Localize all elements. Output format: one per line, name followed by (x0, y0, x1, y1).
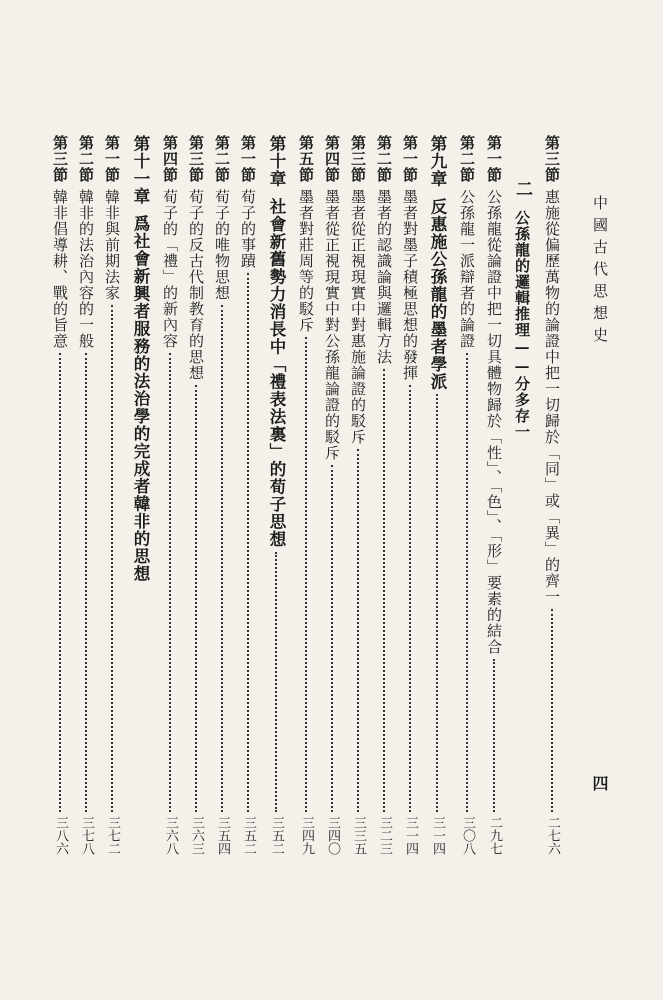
entry-head: 第九章 (428, 135, 447, 188)
entry-title: 社會新舊勢力消長中「禮表法裏」的荀子思想 (267, 197, 286, 548)
dot-leader (493, 659, 495, 812)
toc-entry-section (455, 135, 479, 855)
dot-leader (357, 449, 359, 812)
entry-title: 公孫龍的邏輯推理——分多存一 (513, 210, 531, 440)
entry-head: 第二節 (375, 135, 393, 183)
dot-leader (409, 385, 411, 812)
toc-entry-section (74, 135, 98, 855)
entry-page-number: 三三五 (351, 816, 366, 855)
entry-title: 墨者的認識論與邏輯方法 (375, 189, 393, 365)
toc-entry-chapter (264, 135, 288, 855)
entry-head: 第一節 (401, 135, 419, 183)
entry-head: 第二節 (458, 135, 476, 183)
entry-head: 二 (512, 180, 532, 198)
entry-head: 第一節 (239, 135, 257, 183)
entry-head: 第二節 (213, 135, 231, 183)
page-number: 四 (590, 775, 609, 791)
toc-entry-section (320, 135, 344, 855)
dot-leader (275, 552, 277, 813)
entry-head: 第四節 (323, 135, 341, 183)
toc-entry-subhead (510, 180, 534, 440)
toc-entry-section (372, 135, 396, 855)
entry-title: 墨者從正視現實中對公孫龍論證的駁斥 (323, 189, 341, 461)
entry-page-number: 三四〇 (325, 816, 340, 855)
entry-title: 荀子的唯物思想 (213, 189, 231, 301)
toc-entry-section (158, 135, 182, 855)
entry-page-number: 三一四 (430, 816, 445, 855)
dot-leader (169, 353, 171, 812)
dot-leader (247, 273, 249, 812)
toc-entry-section (346, 135, 370, 855)
entry-page-number: 三〇八 (460, 816, 475, 855)
toc-entry-section (184, 135, 208, 855)
entry-title: 荀子的「禮」的新內容 (161, 189, 179, 349)
entry-page-number: 三四九 (299, 816, 314, 855)
entry-page-number: 二九七 (487, 816, 502, 855)
dot-leader (466, 353, 468, 812)
entry-head: 第十章 (267, 135, 286, 188)
toc-entry-section (210, 135, 234, 855)
dot-leader (59, 353, 61, 812)
entry-title: 惠施從偏歷萬物的論證中把一切歸於「同」或「異」的齊一 (543, 189, 561, 605)
entry-head: 第一節 (103, 135, 121, 183)
entry-head: 第二節 (77, 135, 95, 183)
dot-leader (436, 394, 438, 812)
entry-head: 第十一章 (131, 135, 150, 205)
dot-leader (551, 609, 553, 812)
entry-title: 墨者從正視現實中對惠施論證的駁斥 (349, 189, 367, 445)
entry-title: 荀子的反古代制教育的思想 (187, 189, 205, 381)
entry-title: 韓非與前期法家 (103, 189, 121, 301)
entry-head: 第三節 (187, 135, 205, 183)
entry-head: 第四節 (161, 135, 179, 183)
dot-leader (85, 353, 87, 812)
toc-entry-section (398, 135, 422, 855)
entry-head: 第三節 (543, 135, 561, 183)
toc-entry-section (48, 135, 72, 855)
running-head-book-title: 中國古代思想史 (591, 195, 609, 349)
dot-leader (383, 369, 385, 812)
entry-title: 韓非的法治內容的一般 (77, 189, 95, 349)
entry-page-number: 三六八 (163, 816, 178, 855)
entry-page-number: 三八六 (53, 816, 68, 855)
entry-page-number: 二七六 (545, 816, 560, 855)
entry-title: 反惠施公孫龍的墨者學派 (428, 197, 447, 390)
entry-page-number: 三二三 (377, 816, 392, 855)
entry-title: 荀子的事蹟 (239, 189, 257, 269)
dot-leader (195, 385, 197, 812)
toc-entry-chapter (425, 135, 449, 855)
entry-page-number: 三六三 (189, 816, 204, 855)
toc-entry-section (482, 135, 506, 855)
entry-title: 墨者對莊周等的駁斥 (297, 189, 315, 333)
entry-page-number: 三一四 (403, 816, 418, 855)
toc-entry-section (540, 135, 564, 855)
entry-title: 韓非倡導耕、戰的旨意 (51, 189, 69, 349)
entry-title: 墨者對墨子積極思想的發揮 (401, 189, 419, 381)
toc-entry-section (294, 135, 318, 855)
dot-leader (221, 305, 223, 812)
entry-head: 第三節 (51, 135, 69, 183)
entry-title: 公孫龍從論證中把一切具體物歸於「性」、「色」、「形」要素的結合 (485, 189, 503, 655)
entry-page-number: 三五二 (269, 816, 284, 855)
entry-page-number: 三五二 (241, 816, 256, 855)
entry-head: 第三節 (349, 135, 367, 183)
entry-page-number: 三五四 (215, 816, 230, 855)
entry-head: 第一節 (485, 135, 503, 183)
entry-title: 爲社會新興者服務的法治學的完成者韓非的思想 (131, 215, 150, 583)
dot-leader (305, 337, 307, 812)
entry-title: 公孫龍一派辯者的論證 (458, 189, 476, 349)
dot-leader (331, 465, 333, 812)
toc-entry-chapter (128, 135, 152, 583)
entry-page-number: 三七二 (105, 816, 120, 855)
entry-page-number: 三七八 (79, 816, 94, 855)
dot-leader (111, 305, 113, 812)
toc-entry-section (236, 135, 260, 855)
toc-entry-section (100, 135, 124, 855)
entry-head: 第五節 (297, 135, 315, 183)
